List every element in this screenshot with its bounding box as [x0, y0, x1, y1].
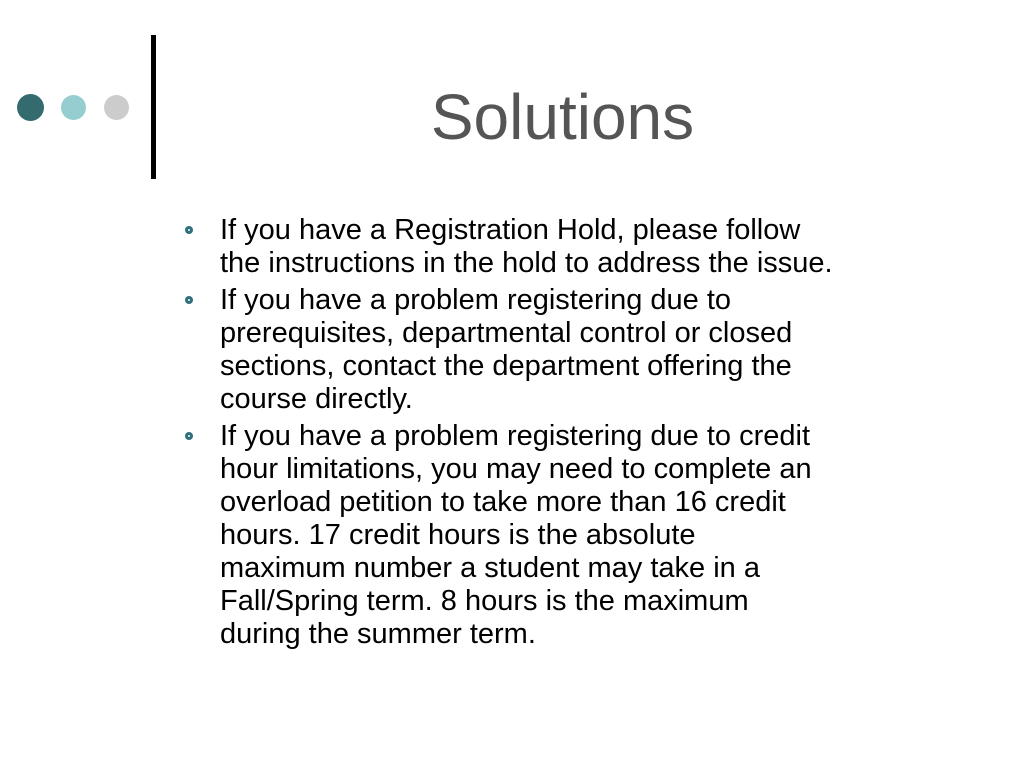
bullet-item	[184, 284, 984, 416]
bullet-line: the instructions in the hold to address the issue.	[220, 247, 833, 279]
bullet-line: hours. 17 credit hours is the absolute	[220, 519, 696, 551]
decorative-dot-light-teal	[61, 95, 86, 120]
bullet-line: course directly.	[220, 383, 413, 415]
bullet-line: Fall/Spring term. 8 hours is the maximum	[220, 585, 749, 617]
bullet-line: sections, contact the department offering the	[220, 350, 792, 382]
decorative-dot-gray	[104, 95, 129, 120]
bullet-list	[184, 214, 984, 655]
decorative-dot-dark-teal	[17, 94, 44, 121]
bullet-line: If you have a Registration Hold, please follow	[220, 214, 801, 246]
bullet-text	[220, 284, 984, 416]
bullet-line: If you have a problem registering due to	[220, 284, 732, 316]
bullet-line: prerequisites, departmental control or closed	[220, 317, 793, 349]
bullet-line: hour limitations, you may need to complete an	[220, 453, 812, 485]
bullet-text	[220, 214, 984, 280]
bullet-marker-icon	[185, 296, 193, 304]
bullet-marker-icon	[185, 432, 193, 440]
slide-title: Solutions	[430, 81, 695, 153]
bullet-line: during the summer term.	[220, 618, 536, 650]
vertical-divider	[151, 35, 156, 179]
bullet-item	[184, 214, 984, 280]
bullet-line: maximum number a student may take in a	[220, 552, 760, 584]
bullet-line: If you have a problem registering due to credit	[220, 420, 810, 452]
bullet-text	[220, 420, 984, 651]
bullet-item	[184, 420, 984, 651]
bullet-marker-icon	[185, 226, 193, 234]
bullet-line: overload petition to take more than 16 credit	[220, 486, 786, 518]
